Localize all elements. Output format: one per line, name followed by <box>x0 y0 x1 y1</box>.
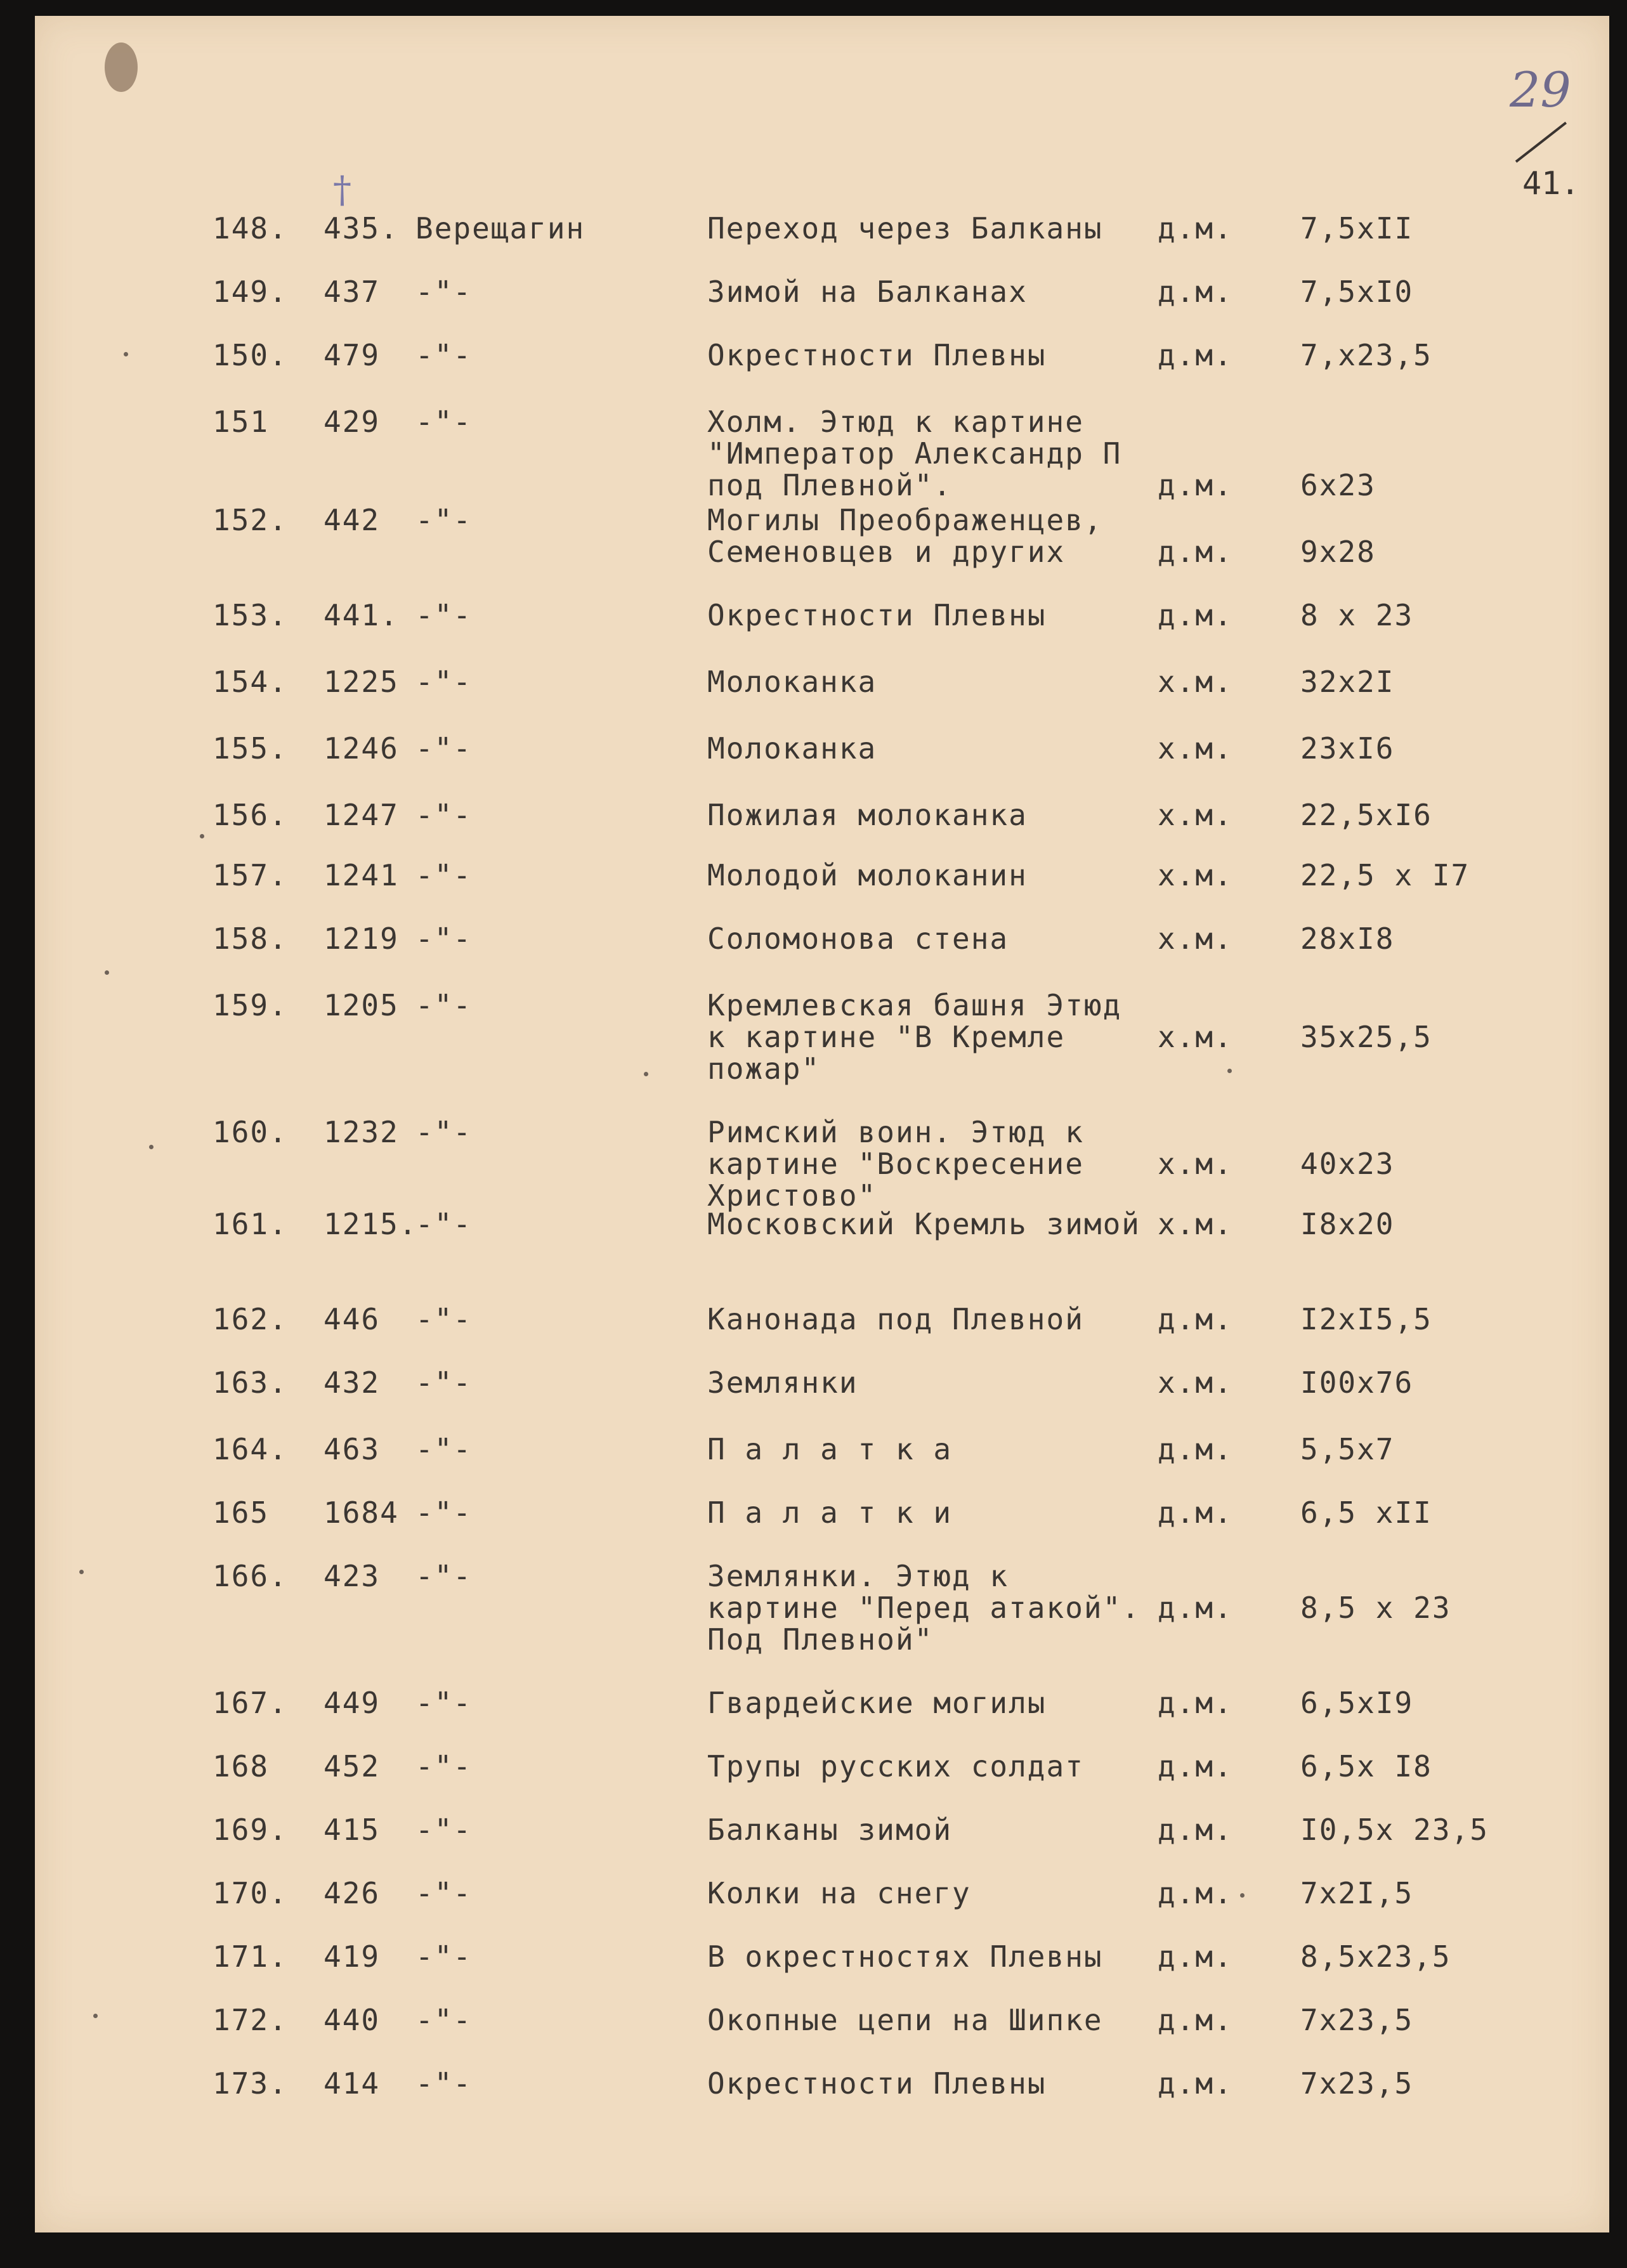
dimensions: 32х2I <box>1300 665 1395 699</box>
inventory-number: 423 <box>323 1559 381 1593</box>
artwork-title: Пожилая молоканка <box>707 798 1028 832</box>
technique: д.м. <box>1158 1686 1233 1720</box>
dimensions: 8 х 23 <box>1300 598 1414 632</box>
dimensions: 22,5хI6 <box>1300 798 1432 832</box>
entry-number: 170. <box>212 1876 288 1910</box>
artwork-title: Трупы русских солдат <box>707 1749 1084 1783</box>
table-row <box>35 989 1609 1085</box>
technique: х.м. <box>1158 798 1233 832</box>
technique: х.м. <box>1158 858 1233 892</box>
dimensions: 7х2I,5 <box>1300 1876 1414 1910</box>
dimensions: 6,5 хII <box>1300 1496 1432 1530</box>
table-row <box>35 2068 1609 2163</box>
artwork-title: Колки на снегу <box>707 1876 971 1910</box>
document-page <box>35 16 1609 2232</box>
inventory-number: 1684 <box>323 1496 399 1530</box>
artwork-title: В окрестностях Плевны <box>707 1939 1103 1974</box>
artwork-title: Окопные цепи на Шипке <box>707 2003 1103 2037</box>
inventory-number: 446 <box>323 1302 381 1336</box>
dimensions: 6,5х I8 <box>1300 1749 1432 1783</box>
inventory-number: 415 <box>323 1813 381 1847</box>
entry-number: 165 <box>212 1496 270 1530</box>
entry-number: 169. <box>212 1813 288 1847</box>
author-name: -"- <box>415 665 473 699</box>
technique: х.м. <box>1158 1207 1233 1241</box>
table-row <box>35 406 1609 501</box>
dimensions: 23хI6 <box>1300 731 1395 766</box>
dimensions: 40х23 <box>1300 1147 1395 1181</box>
author-name: -"- <box>415 1302 473 1336</box>
technique: д.м. <box>1158 1432 1233 1466</box>
inventory-number: 419 <box>323 1939 381 1974</box>
dimensions: 8,5 х 23 <box>1300 1591 1451 1625</box>
entry-number: 158. <box>212 922 288 956</box>
dimensions: 28хI8 <box>1300 922 1395 956</box>
entry-number: 164. <box>212 1432 288 1466</box>
author-name: -"- <box>415 338 473 372</box>
dimensions: I00х76 <box>1300 1365 1414 1400</box>
entry-number: 163. <box>212 1365 288 1400</box>
entry-number: 159. <box>212 988 288 1022</box>
inventory-number: 435. <box>323 211 399 245</box>
inventory-number: 1232 <box>323 1115 399 1149</box>
author-name: -"- <box>415 1496 473 1530</box>
artwork-title: Молоканка <box>707 665 877 699</box>
table-row <box>35 1116 1609 1211</box>
author-name: -"- <box>415 1939 473 1974</box>
author-name: -"- <box>415 2066 473 2101</box>
artwork-title: Окрестности Плевны <box>707 2066 1047 2101</box>
dimensions: 6х23 <box>1300 468 1376 502</box>
author-name: -"- <box>415 1686 473 1720</box>
handwritten-page-number: 29 <box>1510 62 1571 118</box>
author-name: -"- <box>415 1115 473 1149</box>
entry-number: 161. <box>212 1207 288 1241</box>
author-name: -"- <box>415 858 473 892</box>
technique: д.м. <box>1158 598 1233 632</box>
entry-number: 149. <box>212 275 288 309</box>
inventory-number: 429 <box>323 405 381 439</box>
technique: д.м. <box>1158 2066 1233 2101</box>
entry-number: 172. <box>212 2003 288 2037</box>
author-name: -"- <box>415 1365 473 1400</box>
technique: д.м. <box>1158 535 1233 569</box>
inventory-number: 437 <box>323 275 381 309</box>
author-name: -"- <box>415 988 473 1022</box>
technique: х.м. <box>1158 1147 1233 1181</box>
artwork-title: Молодой молоканин <box>707 858 1028 892</box>
entry-number: 166. <box>212 1559 288 1593</box>
technique: д.м. <box>1158 1813 1233 1847</box>
artwork-title: Окрестности Плевны <box>707 338 1047 372</box>
dimensions: I2хI5,5 <box>1300 1302 1432 1336</box>
inventory-number: 1225 <box>323 665 399 699</box>
artwork-title: Зимой на Балканах <box>707 275 1028 309</box>
author-name: -"- <box>415 922 473 956</box>
author-name: -"- <box>415 1432 473 1466</box>
dimensions: I8х20 <box>1300 1207 1395 1241</box>
entry-number: 168 <box>212 1749 270 1783</box>
artwork-title: Балканы зимой <box>707 1813 953 1847</box>
technique: д.м. <box>1158 211 1233 245</box>
dimensions: 7,5хI0 <box>1300 275 1414 309</box>
inventory-number: 440 <box>323 2003 381 2037</box>
author-name: -"- <box>415 2003 473 2037</box>
technique: х.м. <box>1158 1365 1233 1400</box>
entry-number: 151 <box>212 405 270 439</box>
artwork-title: П а л а т к и <box>707 1496 953 1530</box>
artwork-title: Землянки <box>707 1365 858 1400</box>
table-row <box>35 1208 1609 1303</box>
technique: д.м. <box>1158 468 1233 502</box>
typed-page-number: 41. <box>1522 165 1580 202</box>
author-name: -"- <box>415 1813 473 1847</box>
artwork-title: Могилы Преображенцев, Семеновцев и других <box>707 503 1103 569</box>
inventory-number: 414 <box>323 2066 381 2101</box>
dimensions: 9х28 <box>1300 535 1376 569</box>
inventory-number: 426 <box>323 1876 381 1910</box>
dimensions: 7,5хII <box>1300 211 1414 245</box>
artwork-title: Молоканка <box>707 731 877 766</box>
technique: д.м. <box>1158 1939 1233 1974</box>
author-name: -"- <box>415 731 473 766</box>
inventory-number: 1219 <box>323 922 399 956</box>
artwork-title: Соломонова стена <box>707 922 1009 956</box>
inventory-number: 1215. <box>323 1207 418 1241</box>
technique: д.м. <box>1158 1749 1233 1783</box>
dimensions: 6,5хI9 <box>1300 1686 1414 1720</box>
pencil-cross-mark: † <box>333 168 351 211</box>
entry-number: 153. <box>212 598 288 632</box>
entry-number: 167. <box>212 1686 288 1720</box>
inventory-number: 1246 <box>323 731 399 766</box>
artwork-title: Канонада под Плевной <box>707 1302 1084 1336</box>
dimensions: 7,х23,5 <box>1300 338 1432 372</box>
technique: х.м. <box>1158 731 1233 766</box>
strikethrough-mark <box>1515 122 1567 163</box>
table-row <box>35 504 1609 599</box>
dimensions: 7х23,5 <box>1300 2066 1414 2101</box>
author-name: -"- <box>415 1749 473 1783</box>
dimensions: 5,5х7 <box>1300 1432 1395 1466</box>
entry-number: 154. <box>212 665 288 699</box>
entry-number: 152. <box>212 503 288 537</box>
entry-number: 160. <box>212 1115 288 1149</box>
inventory-number: 452 <box>323 1749 381 1783</box>
entry-number: 156. <box>212 798 288 832</box>
technique: х.м. <box>1158 922 1233 956</box>
author-name: -"- <box>415 275 473 309</box>
entry-number: 148. <box>212 211 288 245</box>
artwork-title: Гвардейские могилы <box>707 1686 1047 1720</box>
artwork-title: Московский Кремль зимой <box>707 1207 1140 1241</box>
author-name: -"- <box>415 1876 473 1910</box>
author-name: -"- <box>415 1207 473 1241</box>
artwork-title: Римский воин. Этюд к картине "Воскресение Христово" <box>707 1115 1084 1213</box>
entry-number: 155. <box>212 731 288 766</box>
entry-number: 157. <box>212 858 288 892</box>
artwork-title: Окрестности Плевны <box>707 598 1047 632</box>
inventory-number: 1241 <box>323 858 399 892</box>
dimensions: 22,5 х I7 <box>1300 858 1470 892</box>
technique: х.м. <box>1158 665 1233 699</box>
entry-number: 162. <box>212 1302 288 1336</box>
table-row <box>35 1560 1609 1655</box>
entry-number: 173. <box>212 2066 288 2101</box>
artwork-title: П а л а т к а <box>707 1432 953 1466</box>
author-name: Верещагин <box>415 211 585 245</box>
inventory-number: 441. <box>323 598 399 632</box>
inventory-number: 442 <box>323 503 381 537</box>
entry-number: 171. <box>212 1939 288 1974</box>
author-name: -"- <box>415 1559 473 1593</box>
technique: д.м. <box>1158 1496 1233 1530</box>
inventory-number: 432 <box>323 1365 381 1400</box>
ink-stain <box>105 42 138 92</box>
entry-number: 150. <box>212 338 288 372</box>
technique: х.м. <box>1158 1020 1233 1054</box>
dimensions: 7х23,5 <box>1300 2003 1414 2037</box>
inventory-number: 1247 <box>323 798 399 832</box>
artwork-title: Переход через Балканы <box>707 211 1103 245</box>
dimensions: 35х25,5 <box>1300 1020 1432 1054</box>
dimensions: I0,5х 23,5 <box>1300 1813 1489 1847</box>
artwork-title: Холм. Этюд к картине "Император Александр П под Плевной". <box>707 405 1122 502</box>
technique: д.м. <box>1158 1876 1233 1910</box>
technique: д.м. <box>1158 1591 1233 1625</box>
technique: д.м. <box>1158 338 1233 372</box>
author-name: -"- <box>415 598 473 632</box>
author-name: -"- <box>415 798 473 832</box>
artwork-title: Кремлевская башня Этюд к картине "В Кремле пожар" <box>707 988 1122 1086</box>
technique: д.м. <box>1158 275 1233 309</box>
author-name: -"- <box>415 405 473 439</box>
author-name: -"- <box>415 503 473 537</box>
technique: д.м. <box>1158 1302 1233 1336</box>
inventory-number: 449 <box>323 1686 381 1720</box>
inventory-number: 463 <box>323 1432 381 1466</box>
dimensions: 8,5х23,5 <box>1300 1939 1451 1974</box>
inventory-number: 479 <box>323 338 381 372</box>
artwork-title: Землянки. Этюд к картине "Перед атакой". Под Плевной" <box>707 1559 1140 1657</box>
inventory-number: 1205 <box>323 988 399 1022</box>
technique: д.м. <box>1158 2003 1233 2037</box>
